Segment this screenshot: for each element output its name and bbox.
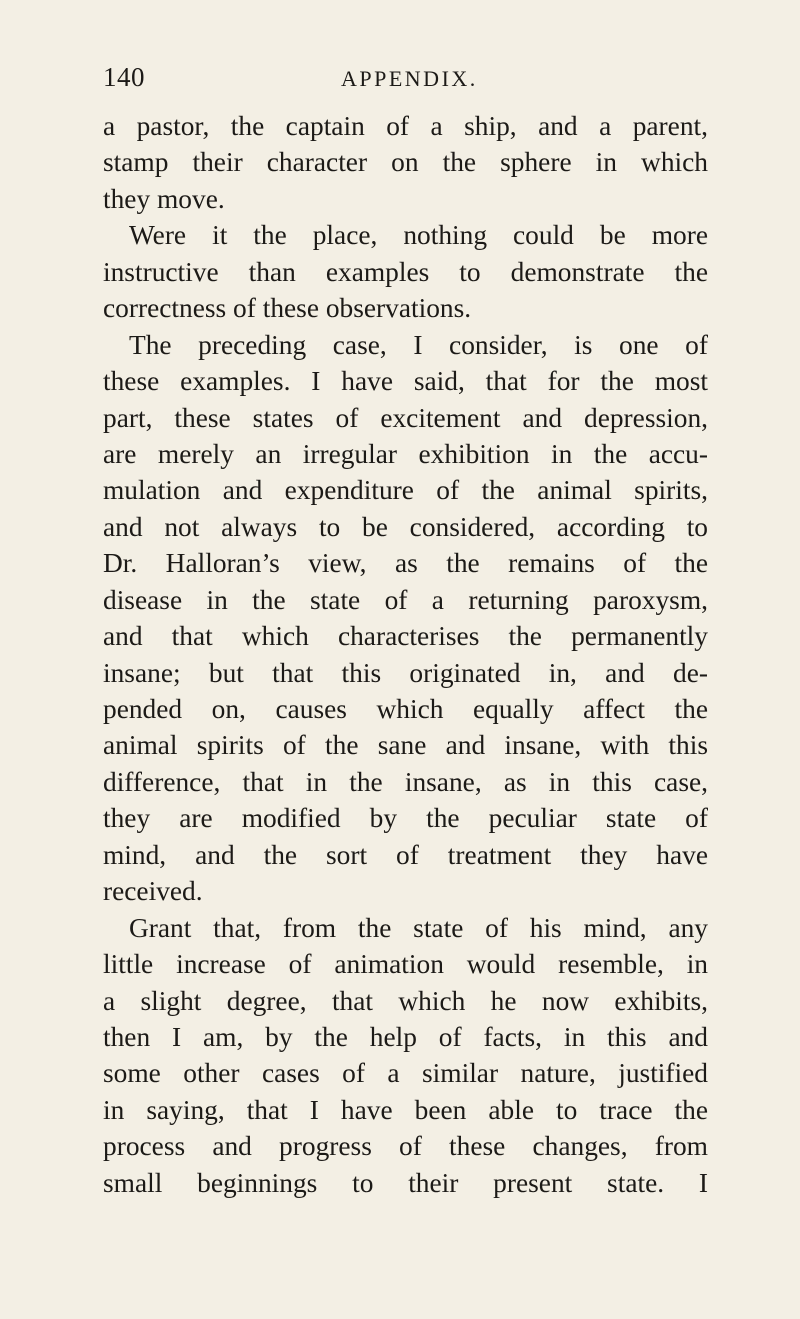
- text-line: difference, that in the insane, as in this case,: [103, 766, 708, 797]
- text-line: disease in the state of a returning paroxysm,: [103, 584, 708, 615]
- text-line: some other cases of a similar nature, justified: [103, 1058, 708, 1089]
- page-header: [103, 62, 705, 102]
- text-line: insane; but that this originated in, and de-: [103, 657, 708, 688]
- text-line: received.: [103, 876, 203, 907]
- text-line: process and progress of these changes, from: [103, 1131, 708, 1162]
- text-line: and that which characterises the permanently: [103, 621, 708, 652]
- text-line: then I am, by the help of facts, in this and: [103, 1021, 708, 1052]
- text-line: small beginnings to their present state. I: [103, 1167, 708, 1198]
- text-line: a pastor, the captain of a ship, and a parent,: [103, 111, 708, 141]
- text-line: Grant that, from the state of his mind, any: [129, 912, 708, 943]
- text-line: they are modified by the peculiar state of: [103, 803, 708, 834]
- text-line: in saying, that I have been able to trace the: [103, 1094, 708, 1125]
- page-number: 140: [103, 62, 145, 92]
- text-line: part, these states of excitement and depression,: [103, 402, 708, 433]
- text-line: these examples. I have said, that for the most: [103, 366, 708, 397]
- text-line: pended on, causes which equally affect the: [103, 694, 708, 724]
- text-line: and not always to be considered, according to: [103, 511, 708, 542]
- text-line: are merely an irregular exhibition in the accu-: [103, 438, 708, 469]
- text-line: mulation and expenditure of the animal spirits,: [103, 475, 708, 506]
- text-line: instructive than examples to demonstrate the: [103, 256, 708, 287]
- body-text: [103, 108, 708, 1201]
- text-line: little increase of animation would resemble, in: [103, 949, 708, 980]
- text-line: stamp their character on the sphere in which: [103, 147, 708, 178]
- text-line: correctness of these observations.: [103, 293, 472, 324]
- text-line: mind, and the sort of treatment they have: [103, 839, 708, 870]
- text-line: Dr. Halloran’s view, as the remains of the: [103, 548, 708, 579]
- text-line: they move.: [103, 183, 225, 214]
- text-line: The preceding case, I consider, is one of: [129, 329, 708, 360]
- text-line: animal spirits of the sane and insane, with this: [103, 730, 708, 761]
- text-line: a slight degree, that which he now exhibits,: [103, 985, 708, 1016]
- text-line: Were it the place, nothing could be more: [129, 220, 708, 251]
- running-head: APPENDIX.: [341, 66, 478, 91]
